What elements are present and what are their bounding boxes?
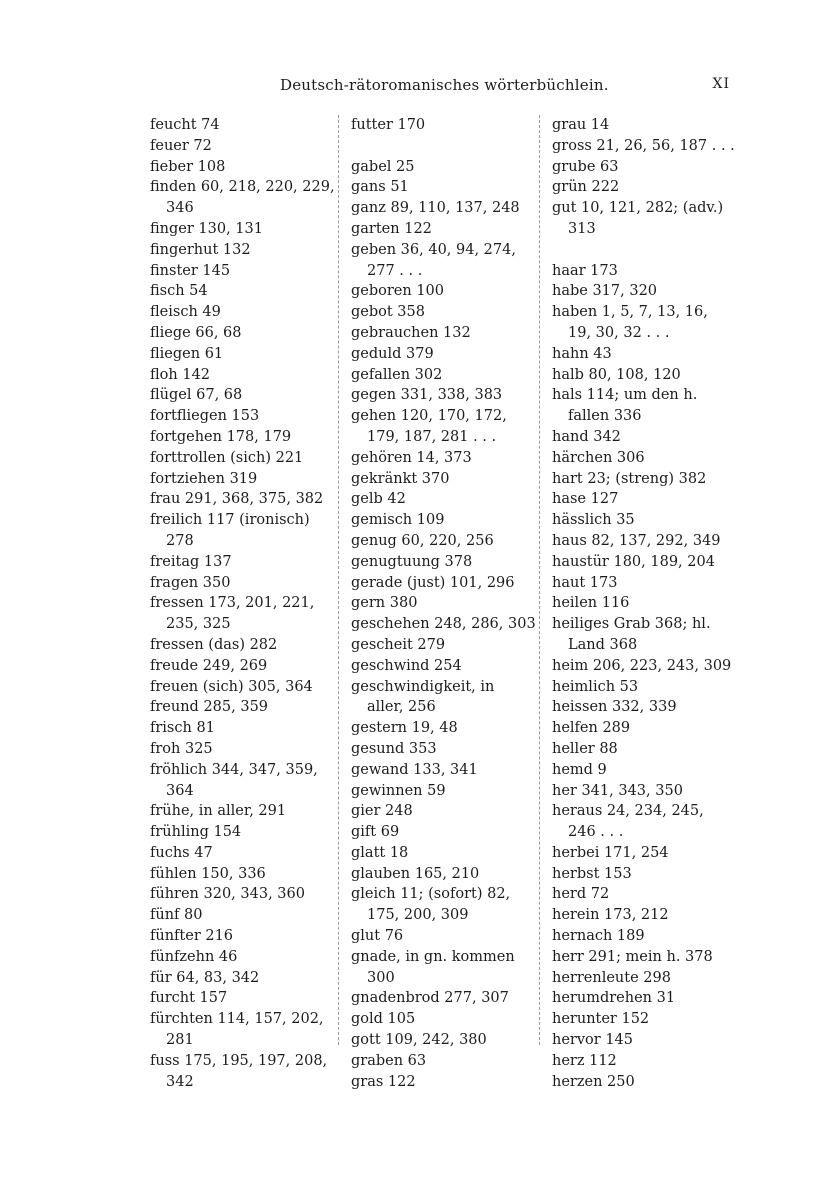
index-entry: finden 60, 218, 220, 229, — [150, 179, 335, 196]
column-divider — [338, 115, 339, 1045]
index-entry: frisch 81 — [150, 720, 215, 737]
index-entry: gnade, in gn. kommen — [351, 948, 515, 965]
running-title: Deutsch-rätoromanisches wörterbüchlein. — [280, 76, 609, 94]
index-entry: finster 145 — [150, 262, 231, 279]
index-entry: gelb 42 — [351, 491, 406, 508]
index-entry: fuss 175, 195, 197, 208, — [150, 1052, 328, 1069]
index-entry: fliegen 61 — [150, 345, 224, 362]
index-entry: frau 291, 368, 375, 382 — [150, 491, 324, 508]
index-entry: herz 112 — [552, 1052, 617, 1069]
index-entry: futter 170 — [351, 117, 426, 133]
index-entry-continuation: 19, 30, 32 . . . — [568, 324, 670, 341]
index-entry: feucht 74 — [150, 117, 220, 133]
index-entry: heissen 332, 339 — [552, 699, 677, 716]
index-entry: gift 69 — [351, 824, 400, 841]
index-entry: fisch 54 — [150, 283, 208, 300]
index-entry-continuation: fallen 336 — [568, 408, 642, 425]
index-entry: herrenleute 298 — [552, 969, 671, 986]
index-entry: fressen (das) 282 — [150, 636, 278, 653]
index-entry-continuation: 364 — [166, 782, 194, 799]
index-entry: gross 21, 26, 56, 187 . . . — [552, 137, 735, 154]
index-entry: fortfliegen 153 — [150, 408, 260, 425]
index-entry: gegen 331, 338, 383 — [351, 387, 503, 404]
index-entry: fühlen 150, 336 — [150, 865, 266, 882]
index-entry: fürchten 114, 157, 202, — [150, 1011, 324, 1028]
index-entry: grube 63 — [552, 158, 619, 175]
index-entry: gefallen 302 — [351, 366, 443, 383]
index-entry: herbst 153 — [552, 865, 632, 882]
index-entry: gold 105 — [351, 1011, 416, 1028]
index-entry: fünfzehn 46 — [150, 948, 238, 965]
index-entry-continuation: 346 — [166, 200, 194, 217]
index-entry: fünfter 216 — [150, 928, 234, 945]
index-entry: herd 72 — [552, 886, 610, 903]
index-entry: genugtuung 378 — [351, 553, 473, 570]
index-entry: finger 130, 131 — [150, 220, 263, 237]
index-entry: geduld 379 — [351, 345, 434, 362]
index-entry: geben 36, 40, 94, 274, — [351, 241, 516, 258]
index-entry: flügel 67, 68 — [150, 387, 243, 404]
index-entry: geschehen 248, 286, 303 — [351, 616, 536, 633]
index-entry: heim 206, 223, 243, 309 — [552, 657, 732, 674]
index-entry: gehen 120, 170, 172, — [351, 408, 507, 425]
index-entry: fieber 108 — [150, 158, 226, 175]
index-entry-continuation: 179, 187, 281 . . . — [367, 428, 497, 445]
index-entry: freude 249, 269 — [150, 657, 268, 674]
index-entry: gut 10, 121, 282; (adv.) — [552, 200, 724, 217]
index-entry-continuation: 246 . . . — [568, 824, 624, 841]
index-column-1 — [150, 115, 335, 1092]
index-entry: heller 88 — [552, 740, 618, 757]
index-entry: geboren 100 — [351, 283, 445, 300]
index-entry: freilich 117 (ironisch) — [150, 512, 310, 529]
index-entry: gemisch 109 — [351, 512, 445, 529]
index-entry-continuation: 278 — [166, 532, 194, 549]
index-entry: grün 222 — [552, 179, 620, 196]
index-entry-continuation: 175, 200, 309 — [367, 907, 469, 924]
index-entry-continuation: Land 368 — [568, 636, 638, 653]
index-entry: fingerhut 132 — [150, 241, 251, 258]
index-entry: für 64, 83, 342 — [150, 969, 260, 986]
index-entry: gras 122 — [351, 1073, 416, 1090]
index-entry: hahn 43 — [552, 345, 612, 362]
index-entry: geschwind 254 — [351, 657, 462, 674]
index-entry: heraus 24, 234, 245, — [552, 803, 704, 820]
index-entry: gestern 19, 48 — [351, 720, 458, 737]
index-entry: hässlich 35 — [552, 512, 635, 529]
index-entry: haustür 180, 189, 204 — [552, 553, 715, 570]
index-entry: gerade (just) 101, 296 — [351, 574, 515, 591]
index-entry: gebot 358 — [351, 304, 425, 321]
index-entry: fleisch 49 — [150, 304, 221, 321]
index-entry: fragen 350 — [150, 574, 231, 591]
column-divider — [539, 115, 540, 1045]
index-entry: hals 114; um den h. — [552, 387, 698, 404]
index-entry: gnadenbrod 277, 307 — [351, 990, 509, 1007]
index-entry: frühling 154 — [150, 824, 242, 841]
index-entry: hemd 9 — [552, 761, 607, 778]
index-entry: herumdrehen 31 — [552, 990, 676, 1007]
index-entry: haus 82, 137, 292, 349 — [552, 532, 721, 549]
index-entry: grau 14 — [552, 117, 610, 133]
index-entry: glatt 18 — [351, 844, 409, 861]
page-header — [150, 76, 730, 100]
index-entry: ganz 89, 110, 137, 248 — [351, 200, 520, 217]
index-entry-continuation: 281 — [166, 1032, 194, 1049]
index-entry: graben 63 — [351, 1052, 427, 1069]
index-entry: floh 142 — [150, 366, 211, 383]
index-entry: froh 325 — [150, 740, 213, 757]
index-entry: furcht 157 — [150, 990, 228, 1007]
index-entry: fortgehen 178, 179 — [150, 428, 292, 445]
index-entry: fliege 66, 68 — [150, 324, 242, 341]
index-entry: freund 285, 359 — [150, 699, 269, 716]
index-column-2 — [351, 115, 536, 1092]
index-entry-continuation: 342 — [166, 1073, 194, 1090]
index-entry: gier 248 — [351, 803, 413, 820]
index-entry: frühe, in aller, 291 — [150, 803, 287, 820]
index-entry: hernach 189 — [552, 928, 645, 945]
index-entry: hervor 145 — [552, 1032, 633, 1049]
index-entry: gott 109, 242, 380 — [351, 1032, 487, 1049]
index-entry: haar 173 — [552, 262, 618, 279]
index-entry: gern 380 — [351, 595, 418, 612]
index-entry: freuen (sich) 305, 364 — [150, 678, 313, 695]
index-entry: herr 291; mein h. 378 — [552, 948, 713, 965]
index-entry: haut 173 — [552, 574, 618, 591]
index-entry: härchen 306 — [552, 449, 645, 466]
index-entry: fuchs 47 — [150, 844, 213, 861]
index-entry: freitag 137 — [150, 553, 232, 570]
index-entry: gescheit 279 — [351, 636, 446, 653]
index-column-3 — [552, 115, 735, 1092]
index-entry: gesund 353 — [351, 740, 437, 757]
index-entry: heilen 116 — [552, 595, 630, 612]
index-entry: hart 23; (streng) 382 — [552, 470, 707, 487]
index-entry: hand 342 — [552, 428, 621, 445]
index-entry: gewinnen 59 — [351, 782, 446, 799]
index-entry: fünf 80 — [150, 907, 203, 924]
index-entry: herzen 250 — [552, 1073, 635, 1090]
index-entry: herunter 152 — [552, 1011, 650, 1028]
index-entry: glut 76 — [351, 928, 404, 945]
index-entry: helfen 289 — [552, 720, 631, 737]
index-entry: herbei 171, 254 — [552, 844, 669, 861]
index-entry: fröhlich 344, 347, 359, — [150, 761, 318, 778]
index-entry: gehören 14, 373 — [351, 449, 472, 466]
index-entry: geschwindigkeit, in — [351, 678, 495, 695]
index-entry: fortziehen 319 — [150, 470, 258, 487]
index-entry: heiliges Grab 368; hl. — [552, 616, 711, 633]
index-entry: habe 317, 320 — [552, 283, 658, 300]
index-entry-continuation: 313 — [568, 220, 596, 237]
index-entry-continuation: 235, 325 — [166, 616, 231, 633]
index-entry: garten 122 — [351, 220, 432, 237]
index-entry-continuation: aller, 256 — [367, 699, 436, 716]
section-gap — [552, 240, 730, 261]
index-entry: gewand 133, 341 — [351, 761, 478, 778]
index-entry: halb 80, 108, 120 — [552, 366, 681, 383]
index-entry: führen 320, 343, 360 — [150, 886, 305, 903]
index-entry: glauben 165, 210 — [351, 865, 480, 882]
index-entry: herein 173, 212 — [552, 907, 669, 924]
index-entry: heimlich 53 — [552, 678, 639, 695]
index-entry-continuation: 277 . . . — [367, 262, 423, 279]
index-entry: genug 60, 220, 256 — [351, 532, 494, 549]
index-entry: gebrauchen 132 — [351, 324, 471, 341]
index-entry: feuer 72 — [150, 137, 212, 154]
page-number: XI — [712, 76, 730, 92]
index-columns — [150, 115, 735, 1095]
index-entry: gans 51 — [351, 179, 409, 196]
index-entry: gleich 11; (sofort) 82, — [351, 886, 511, 903]
index-entry: forttrollen (sich) 221 — [150, 449, 304, 466]
index-entry: gabel 25 — [351, 158, 415, 175]
index-entry: fressen 173, 201, 221, — [150, 595, 315, 612]
index-entry: gekränkt 370 — [351, 470, 450, 487]
index-entry: haben 1, 5, 7, 13, 16, — [552, 304, 708, 321]
index-entry: hase 127 — [552, 491, 619, 508]
section-gap — [351, 136, 531, 157]
index-entry-continuation: 300 — [367, 969, 395, 986]
index-entry: her 341, 343, 350 — [552, 782, 683, 799]
